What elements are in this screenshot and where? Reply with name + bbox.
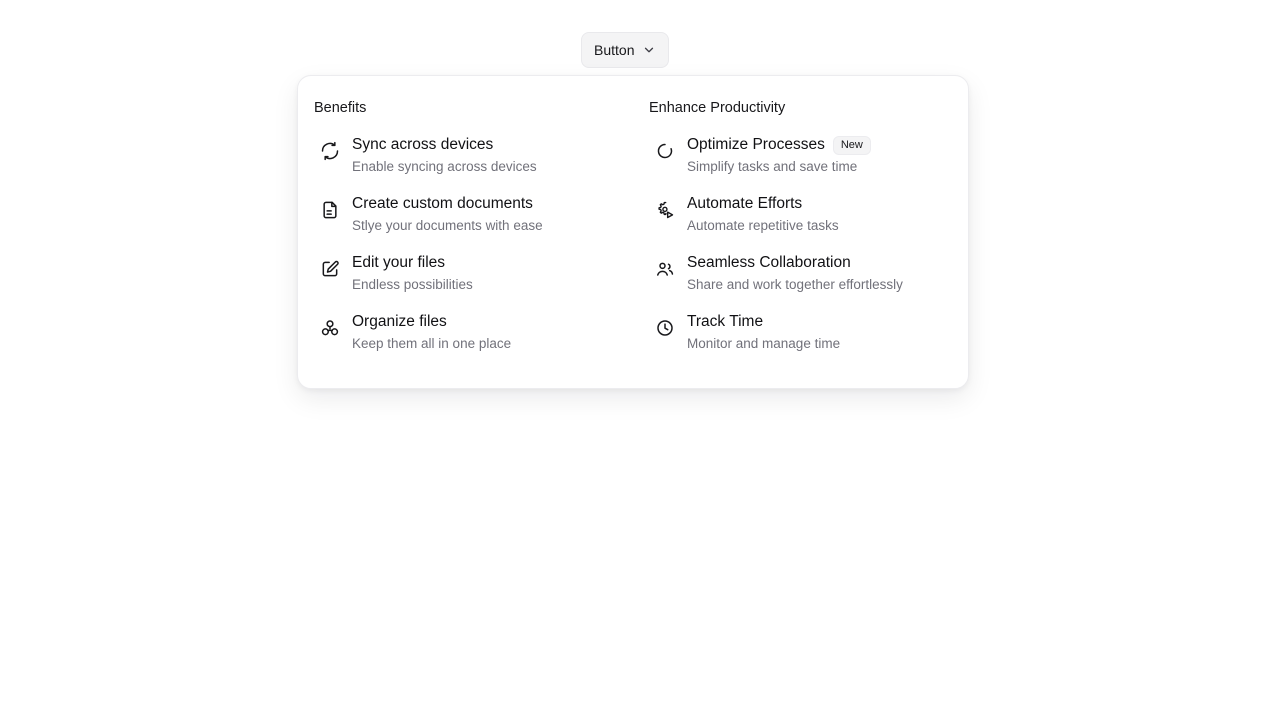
menu-item-title: Seamless Collaboration bbox=[687, 254, 851, 271]
menu-item-organize-files[interactable] bbox=[314, 303, 617, 362]
menu-item-create-custom-documents[interactable] bbox=[314, 185, 617, 244]
pencil-square-icon bbox=[320, 259, 340, 279]
menu-item-title: Edit your files bbox=[352, 254, 446, 271]
menu-column-enhance-productivity bbox=[633, 98, 968, 362]
menu-item-description: Enable syncing across devices bbox=[352, 159, 537, 174]
menu-item-description: Automate repetitive tasks bbox=[687, 218, 839, 233]
menu-item-title: Optimize Processes bbox=[687, 136, 825, 153]
organize-files-icon bbox=[320, 318, 340, 338]
menu-item-title: Create custom documents bbox=[352, 195, 533, 212]
gear-play-icon bbox=[655, 200, 675, 220]
menu-item-text bbox=[687, 252, 903, 295]
dropdown-panel bbox=[297, 75, 969, 389]
menu-item-optimize-processes[interactable] bbox=[649, 126, 952, 185]
menu-item-description: Monitor and manage time bbox=[687, 336, 841, 351]
menu-item-title-row bbox=[352, 193, 543, 215]
chevron-down-icon bbox=[642, 43, 656, 57]
menu-column-benefits bbox=[298, 98, 633, 362]
menu-item-track-time[interactable] bbox=[649, 303, 952, 362]
menu-column-title: Enhance Productivity bbox=[649, 100, 786, 116]
menu-item-title: Sync across devices bbox=[352, 136, 494, 153]
menu-item-description: Share and work together effortlessly bbox=[687, 277, 903, 292]
users-icon bbox=[655, 259, 675, 279]
menu-item-text bbox=[352, 134, 537, 177]
menu-item-title-row bbox=[352, 311, 511, 333]
menu-item-title-row bbox=[352, 134, 537, 156]
menu-item-title-row bbox=[687, 134, 871, 156]
menu-columns bbox=[298, 98, 968, 362]
dropdown-trigger-button[interactable] bbox=[581, 32, 669, 68]
menu-item-automate-efforts[interactable] bbox=[649, 185, 952, 244]
clock-icon bbox=[655, 318, 675, 338]
dropdown-trigger-label: Button bbox=[594, 42, 635, 58]
menu-item-description: Stlye your documents with ease bbox=[352, 218, 543, 233]
menu-item-title: Track Time bbox=[687, 313, 764, 330]
menu-item-title-row bbox=[687, 193, 839, 215]
menu-column-title: Benefits bbox=[314, 100, 367, 116]
menu-item-sync-across-devices[interactable] bbox=[314, 126, 617, 185]
menu-item-text bbox=[352, 311, 511, 354]
sync-icon bbox=[320, 141, 340, 161]
file-text-icon bbox=[320, 200, 340, 220]
menu-item-description: Keep them all in one place bbox=[352, 336, 512, 351]
menu-item-text bbox=[352, 252, 473, 295]
menu-item-title-row bbox=[687, 311, 840, 333]
menu-item-text bbox=[687, 193, 839, 236]
menu-item-edit-your-files[interactable] bbox=[314, 244, 617, 303]
menu-item-title-row bbox=[687, 252, 903, 274]
menu-item-title: Automate Efforts bbox=[687, 195, 803, 212]
menu-item-description: Simplify tasks and save time bbox=[687, 159, 858, 174]
menu-item-text bbox=[687, 311, 840, 354]
menu-item-title-row bbox=[352, 252, 473, 274]
menu-item-title: Organize files bbox=[352, 313, 447, 330]
menu-item-seamless-collaboration[interactable] bbox=[649, 244, 952, 303]
status-badge: New bbox=[833, 136, 871, 155]
spinner-icon bbox=[655, 141, 675, 161]
menu-item-text bbox=[687, 134, 871, 177]
menu-item-text bbox=[352, 193, 543, 236]
menu-item-description: Endless possibilities bbox=[352, 277, 473, 292]
